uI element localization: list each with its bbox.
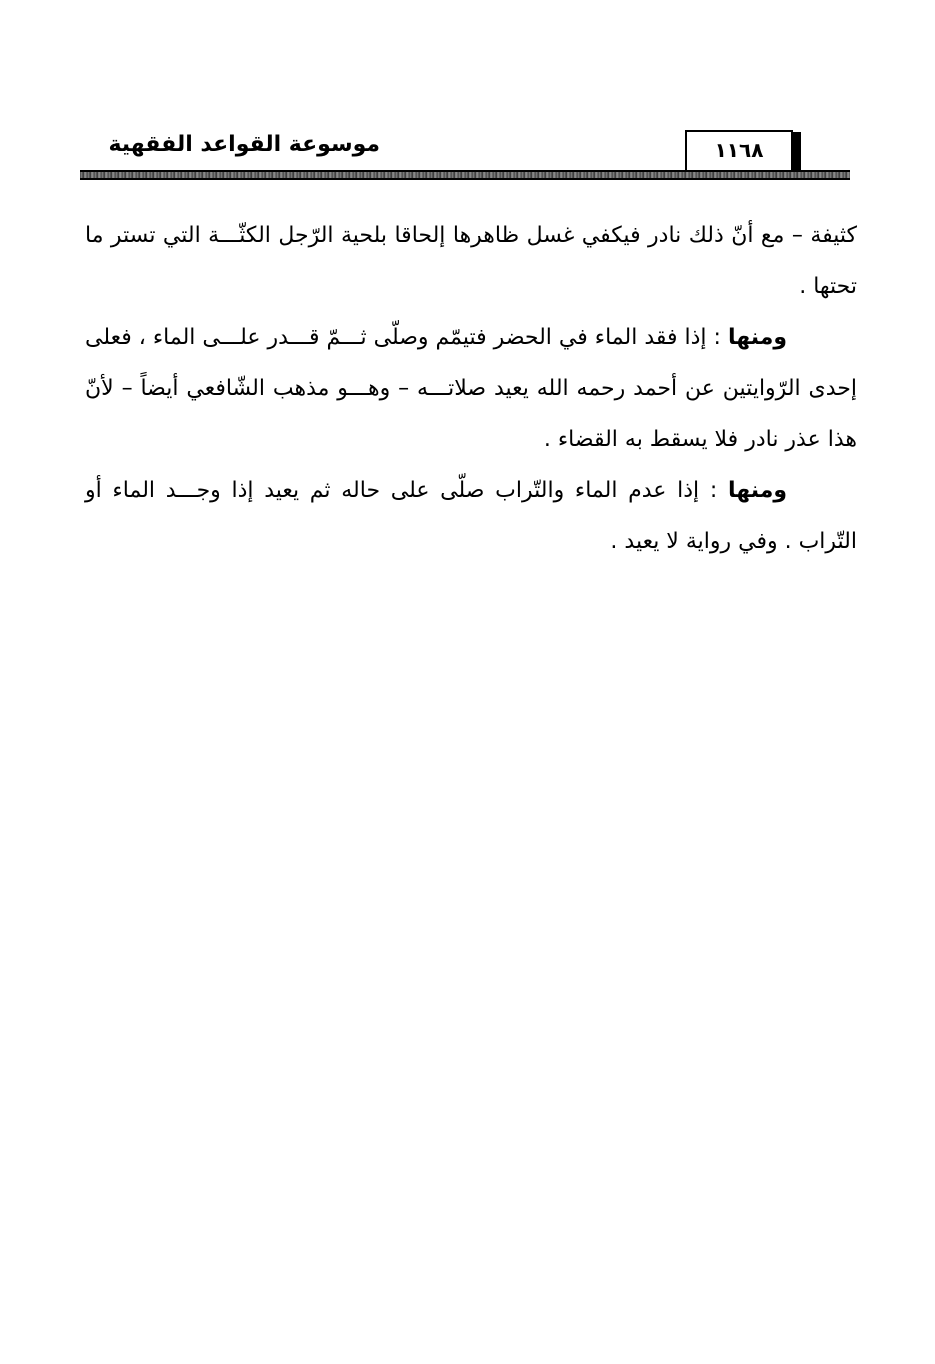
page-number: ١١٦٨ [714,138,764,162]
paragraph-2-lead: ومنها [727,325,787,350]
paragraph-3-text: : إذا عدم الماء والتّراب صلّى على حاله ثم يعيد إذا وجـــد الماء أو التّراب . وفي رواية لا يعيد . [85,478,857,554]
paragraph-3-lead: ومنها [727,478,787,503]
paragraph-3 [85,465,857,567]
page-header [80,118,855,188]
book-title: موسوعة القواعد الفقهية [108,132,380,157]
body-text [85,210,857,567]
paragraph-2 [85,312,857,465]
paragraph-2-text: : إذا فقد الماء في الحضر فتيمّم وصلّى ثـــمّ قـــدر علـــى الماء ، فعلى إحدى الرّوايتين عن أحمد رحمه الله يعيد صلاتـــه – وهـــو مذهب الشّافعي أيضاً – لأنّ هذا عذر نادر فلا يسقط به القضاء . [85,325,857,452]
header-rule [80,170,850,180]
paragraph-1-text: كثيفة – مع أنّ ذلك نادر فيكفي غسل ظاهرها إلحاقا بلحية الرّجل الكثّـــة التي تستر ما تحتها . [85,223,857,299]
paragraph-1 [85,210,857,312]
page-number-box [685,130,793,170]
